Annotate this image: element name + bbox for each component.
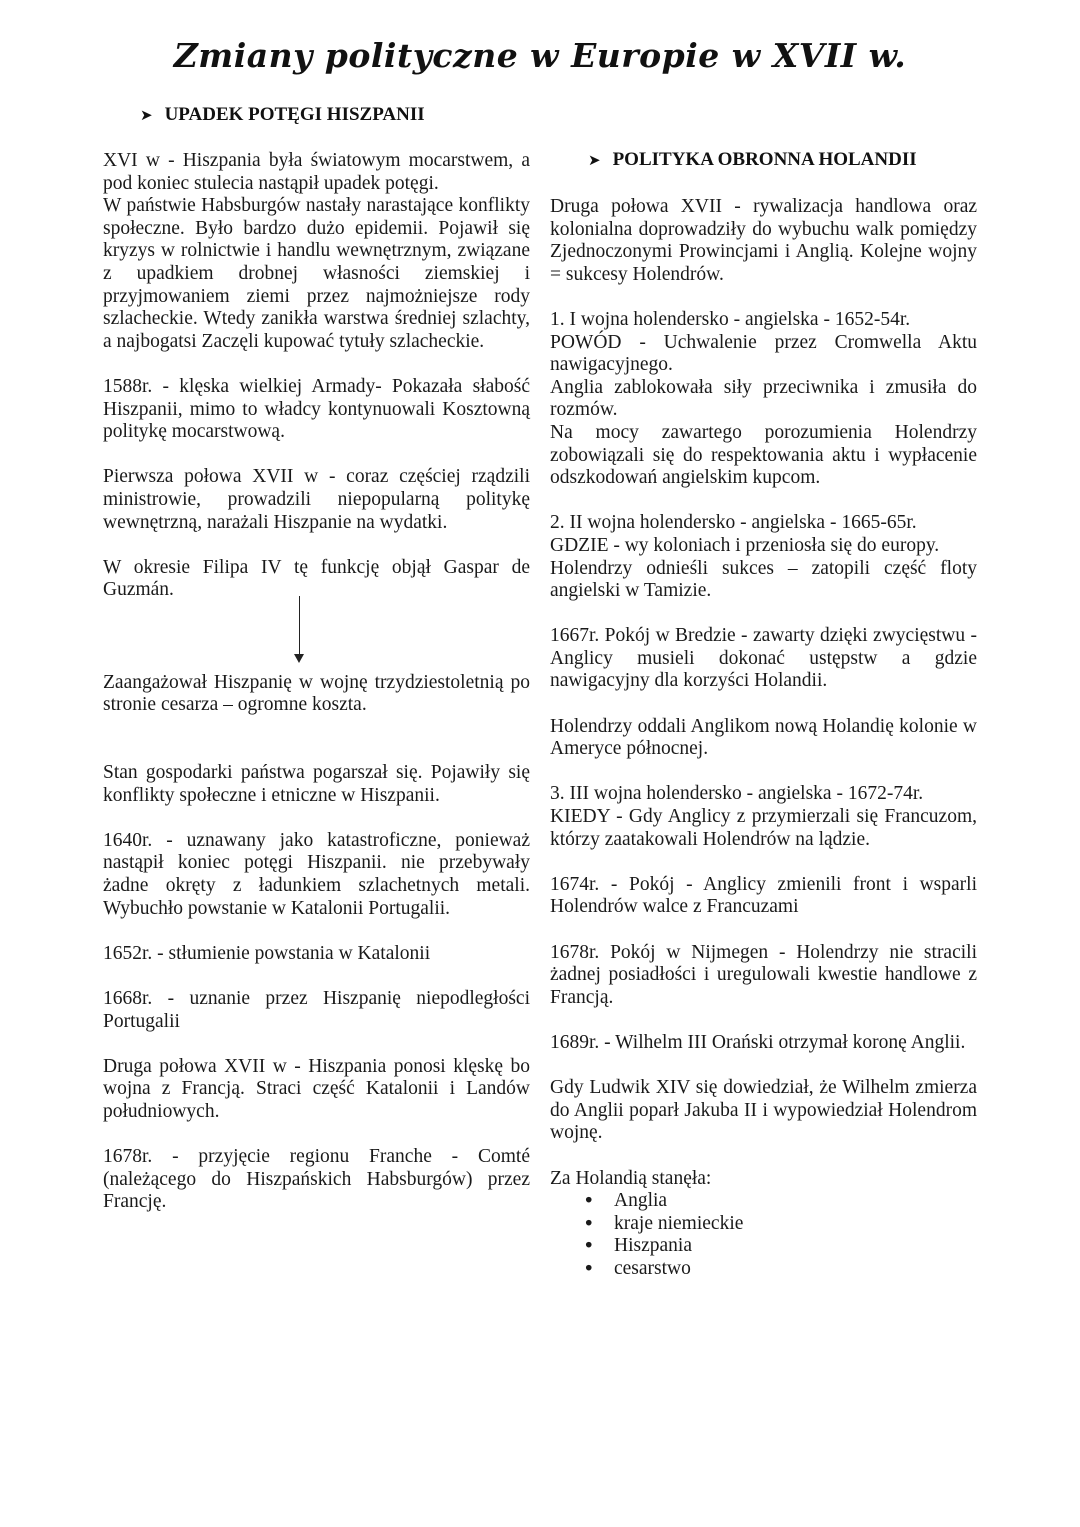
peace-1674: 1674r. - Pokój - Anglicy zmienili front i wsparli Holendrów walce z Francuzami: [550, 873, 977, 918]
arrow-bullet-icon: ➤: [140, 106, 153, 124]
left-heading-text: UPADEK POTĘGI HISZPANII: [164, 104, 425, 125]
war3-title: 3. III wojna holendersko - angielska - 1672-74r.: [550, 783, 924, 805]
dot-bullet-icon: •: [583, 1256, 595, 1280]
page-title: Zmiany polityczne w Europie w XVII w.: [173, 36, 907, 75]
list-item: • kraje niemieckie: [583, 1211, 744, 1235]
dot-bullet-icon: •: [583, 1234, 595, 1258]
paragraph: Pierwsza połowa XVII w - coraz częściej rządzili ministrowie, prowadzili niepopularną politykę wewnętrzną, narażali Hiszpanie na wydatki.: [103, 466, 530, 533]
paragraph: 1652r. - stłumienie powstania w Katalonii: [103, 942, 431, 964]
right-column: [550, 196, 977, 1281]
paragraph: W okresie Filipa IV tę funkcję objął Gaspar de Guzmán.: [103, 556, 530, 601]
paragraph: Druga połowa XVII w - Hiszpania ponosi klęskę bo wojna z Francją. Straci część Katalonii i Landów południowych.: [103, 1055, 530, 1122]
war3-line: KIEDY - Gdy Anglicy z przymierzali się Francuzom, którzy zaatakowali Holendrów na lądzie.: [550, 806, 977, 850]
right-heading: [588, 149, 917, 171]
list-item: • cesarstwo: [583, 1256, 691, 1280]
intro: Druga połowa XVII - rywalizacja handlowa oraz kolonialna doprowadziły do wybuchu walk pomiędzy Zjednoczonymi Prowincjami i Anglią. Kolejne wojny = sukcesy Holendrów.: [550, 196, 977, 285]
paragraph: XVI w - Hiszpania była światowym mocarstwem, a pod koniec stulecia nastąpił upadek potęgi.: [103, 150, 530, 194]
allies-list: [550, 1190, 977, 1280]
down-arrow-icon: [103, 596, 530, 664]
paragraph: 1588r. - klęska wielkiej Armady- Pokazała słabość Hiszpanii, mimo to władcy kontynuowali Kosztowną politykę mocarstwową.: [103, 375, 530, 443]
paragraph: 1640r. - uznawany jako katastroficzne, ponieważ nastąpił koniec potęgi Hiszpanii. nie przebywały żadne okręty z ładunkiem szlachetnych metali. Wybuchło powstanie w Katalonii Portugalii.: [103, 829, 530, 919]
list-item: • Hiszpania: [583, 1234, 692, 1258]
left-heading: [140, 104, 425, 126]
paragraph: 1668r. - uznanie przez Hiszpanię niepodległości Portugalii: [103, 988, 530, 1032]
paragraph: Stan gospodarki państwa pogarszał się. Pojawiły się konflikty społeczne i etniczne w Hiszpanii.: [103, 762, 530, 806]
war2-title: 2. II wojna holendersko - angielska - 1665-65r.: [550, 512, 917, 534]
war1-line: POWÓD - Uchwalenie przez Cromwella Aktu nawigacyjnego.: [550, 331, 977, 376]
ludwik: Gdy Ludwik XIV się dowiedział, że Wilhelm zmierza do Anglii poparł Jakuba II i wypowiedział Holendrom wojnę.: [550, 1077, 977, 1144]
new-holland: Holendrzy oddali Anglikom nową Holandię kolonie w Ameryce północnej.: [550, 715, 977, 760]
war1-title: 1. I wojna holendersko - angielska - 1652-54r.: [550, 308, 911, 330]
nijmegen-peace: 1678r. Pokój w Nijmegen - Holendrzy nie stracili żadnej posiadłości i uregulowali kwestie handlowe z Francją.: [550, 941, 977, 1008]
paragraph: Zaangażował Hiszpanię w wojnę trzydziestoletnią po stronie cesarza – ogromne koszta.: [103, 671, 530, 716]
paragraph: 1678r. - przyjęcie regionu Franche - Comté (należącego do Hiszpańskich Habsburgów) przez Francję.: [103, 1146, 530, 1213]
list-item: • Anglia: [583, 1189, 668, 1213]
breda-peace: 1667r. Pokój w Bredzie - zawarty dzięki zwycięstwu - Anglicy musieli dokonać ustępstw a gdzie nawigacyjny dla korzyści Holandii.: [550, 625, 977, 692]
war2-line: Holendrzy odnieśli sukces – zatopili część floty angielski w Tamizie.: [550, 557, 977, 602]
dot-bullet-icon: •: [583, 1189, 595, 1213]
left-column: [103, 150, 530, 1214]
dot-bullet-icon: •: [583, 1211, 595, 1235]
arrow-bullet-icon: ➤: [588, 151, 601, 169]
paragraph: W państwie Habsburgów nastały narastające konflikty społeczne. Było bardzo dużo epidemii. Pojawił się kryzys w rolnictwie i handlu wewnętrznym, związane z upadkiem drobnej własności ziemskiej i przyjmowaniem ziemi przez najmożniejsze rody szlacheckie. Wtedy zanikła warstwa średniej szlachty, a najbogatsi Zaczęli kupować tytuły szlacheckie.: [103, 195, 530, 352]
right-heading-text: POLITYKA OBRONNA HOLANDII: [612, 149, 917, 170]
war1-line: Anglia zablokowała siły przeciwnika i zmusiła do rozmów.: [550, 376, 977, 421]
war2-line: GDZIE - wy koloniach i przeniosła się do europy.: [550, 534, 940, 556]
wilhelm: 1689r. - Wilhelm III Orański otrzymał koronę Anglii.: [550, 1031, 966, 1053]
war1-line: Na mocy zawartego porozumienia Holendrzy zobowiązali się do respektowania aktu i wypłacenie odszkodowań angielskim kupcom.: [550, 421, 977, 489]
allies-intro: Za Holandią stanęła:: [550, 1167, 712, 1189]
